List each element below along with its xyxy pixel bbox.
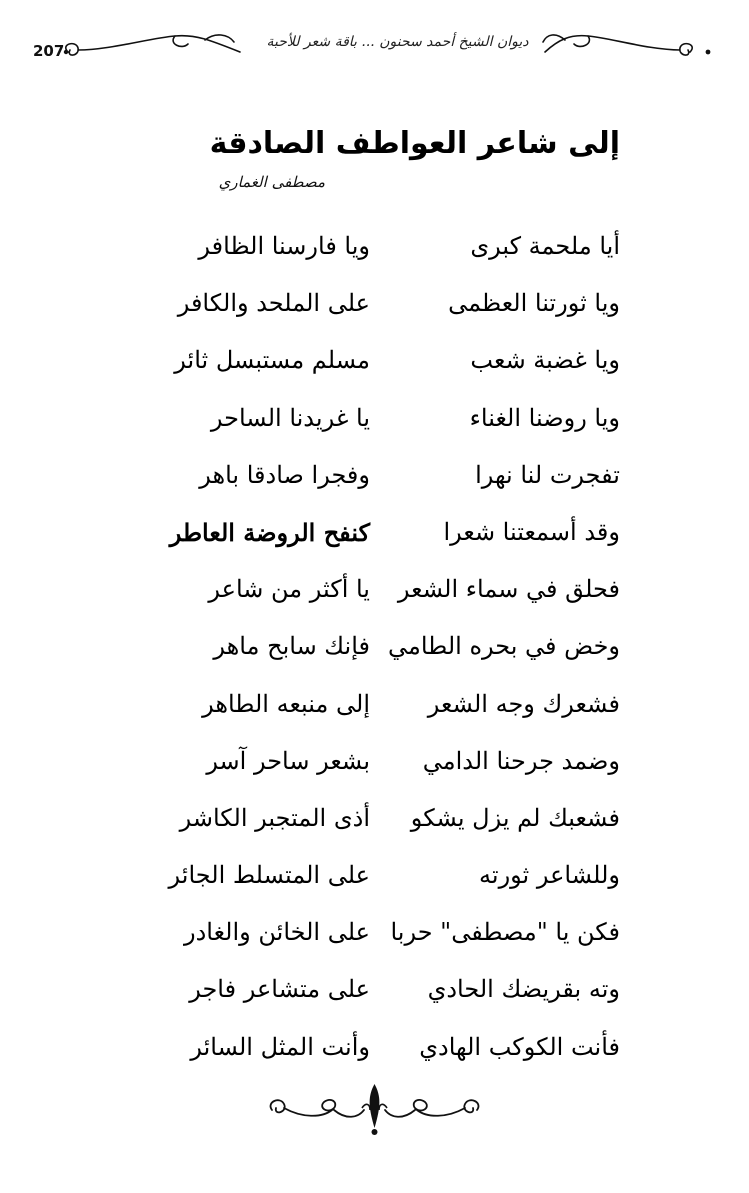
verse: [140, 908, 620, 965]
page-header: [0, 0, 749, 95]
verse-second-hemistich: وأنت المثل السائر: [190, 1032, 370, 1061]
verse: [140, 451, 620, 508]
verse-first-hemistich: وخض في بحره الطامي: [387, 632, 620, 661]
verse-second-hemistich: على متشاعر فاجر: [189, 975, 370, 1004]
poem-body: [140, 222, 620, 1080]
verse-second-hemistich: إلى منبعه الطاهر: [202, 689, 370, 718]
verse: [140, 851, 620, 908]
verse-first-hemistich: أيا ملحمة كبرى: [470, 232, 620, 260]
verse: [140, 680, 620, 737]
verse-first-hemistich: وقد أسمعتنا شعرا: [443, 517, 620, 546]
verse-first-hemistich: ويا غضبة شعب: [470, 346, 620, 375]
verse-first-hemistich: فحلق في سماء الشعر: [397, 575, 620, 604]
poem-author: مصطفى الغماري: [218, 173, 325, 191]
verse-first-hemistich: ويا ثورتنا العظمى: [448, 289, 620, 318]
verse-second-hemistich: على المتسلط الجائر: [168, 861, 370, 890]
page-number: 207: [33, 42, 65, 60]
verse-second-hemistich: بشعر ساحر آسر: [206, 746, 370, 775]
running-head: ديوان الشيخ أحمد سحنون ... باقة شعر للأحبة: [266, 34, 529, 50]
verse: [140, 279, 620, 336]
verse: [140, 565, 620, 622]
verse-second-hemistich: ويا فارسنا الظافر: [198, 232, 370, 260]
verse: [140, 336, 620, 393]
verse-second-hemistich: أذى المتجبر الكاشر: [179, 803, 370, 832]
verse-first-hemistich: فشعرك وجه الشعر: [427, 689, 620, 718]
verse: [140, 737, 620, 794]
verse-second-hemistich: على الخائن والغادر: [184, 918, 370, 947]
verse-first-hemistich: فكن يا "مصطفى" حربا: [390, 918, 620, 947]
verse-second-hemistich: وفجرا صادقا باهر: [199, 460, 370, 489]
verse-first-hemistich: وللشاعر ثورته: [479, 861, 620, 890]
verse-first-hemistich: تفجرت لنا نهرا: [475, 460, 620, 489]
verse-second-hemistich: مسلم مستبسل ثائر: [174, 346, 370, 375]
verse-second-hemistich: يا أكثر من شاعر: [208, 575, 370, 604]
verse: [140, 794, 620, 851]
verse: [140, 508, 620, 565]
verse-first-hemistich: وته بقريضك الحادي: [427, 975, 620, 1004]
verse-second-hemistich: يا غريدنا الساحر: [210, 403, 370, 432]
footer-ornament: [262, 1078, 487, 1138]
verse-second-hemistich: فإنك سابح ماهر: [213, 632, 370, 661]
verse-second-hemistich: على الملحد والكافر: [177, 289, 370, 318]
verse: [140, 965, 620, 1022]
verse: [140, 394, 620, 451]
verse-first-hemistich: فشعبك لم يزل يشكو: [410, 803, 620, 832]
verse-first-hemistich: ويا روضنا الغناء: [469, 403, 620, 432]
verse-second-hemistich: كنفح الروضة العاطر: [169, 517, 370, 547]
verse-first-hemistich: فأنت الكوكب الهادي: [419, 1032, 620, 1061]
verse-first-hemistich: وضمد جرحنا الدامي: [422, 746, 620, 775]
poem-title: إلى شاعر العواطف الصادقة: [209, 126, 620, 161]
verse: [140, 622, 620, 679]
verse: [140, 222, 620, 279]
verse: [140, 1023, 620, 1080]
